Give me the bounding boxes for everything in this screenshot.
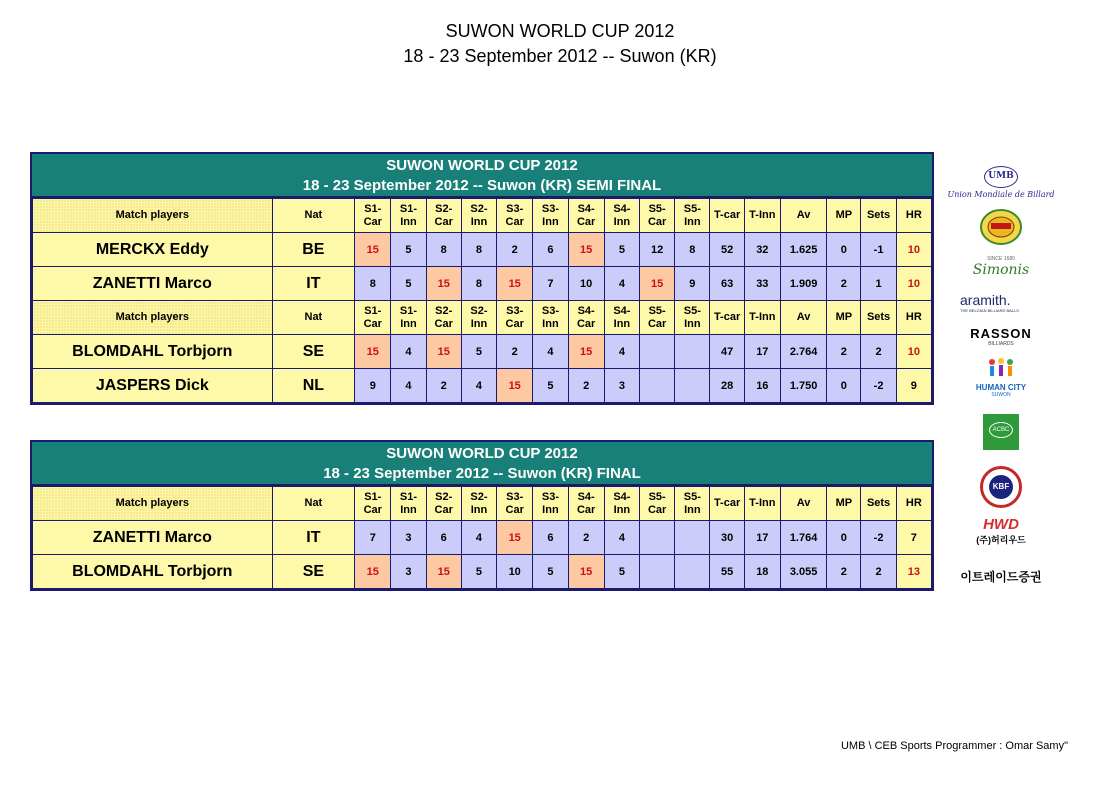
set-score: 4 bbox=[604, 335, 639, 369]
set-score bbox=[640, 521, 675, 555]
column-header: Sets bbox=[861, 487, 896, 521]
player-nat: SE bbox=[272, 555, 355, 589]
set-score: 5 bbox=[604, 233, 639, 267]
umb-logo bbox=[946, 166, 1056, 199]
set-score: 8 bbox=[426, 233, 461, 267]
set-score: 8 bbox=[355, 267, 391, 301]
column-header: T-Inn bbox=[744, 199, 780, 233]
sets-score: -1 bbox=[861, 233, 896, 267]
human-city-logo bbox=[946, 356, 1056, 398]
acbc-emblem bbox=[983, 414, 1019, 450]
set-score: 15 bbox=[355, 233, 391, 267]
column-header: S5- Car bbox=[640, 487, 675, 521]
aramith-text: aramith. bbox=[960, 292, 1011, 308]
column-header: S5- Car bbox=[640, 199, 675, 233]
set-score: 4 bbox=[391, 369, 426, 403]
column-header: Nat bbox=[272, 199, 355, 233]
player-nat: NL bbox=[272, 369, 355, 403]
human-city-icon bbox=[986, 356, 1016, 378]
average: 2.764 bbox=[780, 335, 826, 369]
set-score: 3 bbox=[391, 555, 426, 589]
high-run: 10 bbox=[896, 335, 931, 369]
player-name: JASPERS Dick bbox=[33, 369, 273, 403]
column-header: T-car bbox=[710, 487, 744, 521]
column-header: S5- Inn bbox=[675, 487, 710, 521]
average: 3.055 bbox=[780, 555, 826, 589]
final-table bbox=[32, 486, 932, 589]
header-row bbox=[33, 199, 932, 233]
match-points: 0 bbox=[827, 233, 861, 267]
total-innings: 17 bbox=[744, 335, 780, 369]
set-score: 3 bbox=[604, 369, 639, 403]
total-innings: 18 bbox=[744, 555, 780, 589]
simonis-logo bbox=[946, 256, 1056, 278]
column-header: S2- Inn bbox=[461, 301, 496, 335]
column-header: S1- Car bbox=[355, 301, 391, 335]
column-header: T-Inn bbox=[744, 301, 780, 335]
aramith-logo bbox=[946, 292, 1056, 313]
player-row bbox=[33, 555, 932, 589]
average: 1.764 bbox=[780, 521, 826, 555]
high-run: 7 bbox=[896, 521, 931, 555]
set-score: 6 bbox=[533, 233, 568, 267]
column-header: Match players bbox=[33, 199, 273, 233]
column-header: S4- Inn bbox=[604, 199, 639, 233]
semi-final-title: SUWON WORLD CUP 2012 bbox=[386, 157, 578, 174]
column-header: S5- Inn bbox=[675, 301, 710, 335]
hurwood-mark: HWD bbox=[983, 516, 1019, 533]
set-score: 9 bbox=[355, 369, 391, 403]
set-score: 2 bbox=[497, 233, 533, 267]
page-title: SUWON WORLD CUP 2012 bbox=[445, 21, 675, 41]
column-header: S4- Car bbox=[568, 487, 604, 521]
human-city-text: HUMAN CITY bbox=[975, 383, 1027, 392]
column-header: MP bbox=[827, 199, 861, 233]
set-score: 15 bbox=[568, 335, 604, 369]
set-score bbox=[675, 369, 710, 403]
final-header bbox=[32, 442, 932, 486]
final-block bbox=[30, 440, 934, 591]
set-score bbox=[640, 369, 675, 403]
column-header: S1- Car bbox=[355, 199, 391, 233]
player-nat: BE bbox=[272, 233, 355, 267]
set-score: 8 bbox=[461, 267, 496, 301]
crest-logo bbox=[946, 208, 1056, 251]
column-header: T-car bbox=[710, 199, 744, 233]
column-header: Av bbox=[780, 301, 826, 335]
simonis-text: Simonis bbox=[972, 262, 1030, 278]
player-row bbox=[33, 267, 932, 301]
rasson-text: RASSON bbox=[970, 326, 1032, 341]
column-header: S4- Inn bbox=[604, 487, 639, 521]
column-header: HR bbox=[896, 301, 931, 335]
set-score: 15 bbox=[355, 555, 391, 589]
match-points: 2 bbox=[827, 555, 861, 589]
column-header: S2- Inn bbox=[461, 487, 496, 521]
set-score: 10 bbox=[568, 267, 604, 301]
set-score: 6 bbox=[426, 521, 461, 555]
total-innings: 16 bbox=[744, 369, 780, 403]
sets-score: -2 bbox=[861, 521, 896, 555]
column-header: HR bbox=[896, 487, 931, 521]
column-header: S3- Inn bbox=[533, 301, 568, 335]
sets-score: 1 bbox=[861, 267, 896, 301]
set-score: 5 bbox=[604, 555, 639, 589]
player-name: ZANETTI Marco bbox=[33, 521, 273, 555]
set-score: 15 bbox=[426, 555, 461, 589]
set-score bbox=[640, 555, 675, 589]
human-city-small: SUWON bbox=[991, 392, 1011, 398]
set-score: 2 bbox=[568, 369, 604, 403]
player-row bbox=[33, 369, 932, 403]
column-header: Nat bbox=[272, 301, 355, 335]
sets-score: 2 bbox=[861, 555, 896, 589]
set-score bbox=[675, 555, 710, 589]
player-name: MERCKX Eddy bbox=[33, 233, 273, 267]
column-header: HR bbox=[896, 199, 931, 233]
player-nat: IT bbox=[272, 267, 355, 301]
column-header: S2- Car bbox=[426, 487, 461, 521]
player-name: BLOMDAHL Torbjorn bbox=[33, 335, 273, 369]
set-score: 15 bbox=[426, 267, 461, 301]
header-row bbox=[33, 301, 932, 335]
page-subtitle: 18 - 23 September 2012 -- Suwon (KR) bbox=[403, 46, 717, 66]
match-points: 2 bbox=[827, 267, 861, 301]
column-header: T-Inn bbox=[744, 487, 780, 521]
column-header: S5- Inn bbox=[675, 199, 710, 233]
high-run: 9 bbox=[896, 369, 931, 403]
total-caroms: 52 bbox=[710, 233, 744, 267]
total-innings: 17 bbox=[744, 521, 780, 555]
semi-final-table bbox=[32, 198, 932, 403]
set-score: 4 bbox=[391, 335, 426, 369]
column-header: S4- Inn bbox=[604, 301, 639, 335]
set-score: 4 bbox=[604, 521, 639, 555]
etrade-logo bbox=[946, 568, 1056, 585]
average: 1.909 bbox=[780, 267, 826, 301]
column-header: Nat bbox=[272, 487, 355, 521]
set-score: 15 bbox=[640, 267, 675, 301]
kbf-emblem bbox=[980, 466, 1022, 508]
kbf-logo bbox=[946, 466, 1056, 508]
match-points: 0 bbox=[827, 521, 861, 555]
set-score: 5 bbox=[533, 555, 568, 589]
column-header: Match players bbox=[33, 487, 273, 521]
set-score bbox=[640, 335, 675, 369]
column-header: S1- Inn bbox=[391, 199, 426, 233]
column-header: Sets bbox=[861, 301, 896, 335]
set-score: 5 bbox=[461, 335, 496, 369]
semi-final-block bbox=[30, 152, 934, 405]
simonis-small: SINCE 1680 bbox=[987, 256, 1015, 262]
total-innings: 32 bbox=[744, 233, 780, 267]
column-header: S3- Inn bbox=[533, 487, 568, 521]
column-header: S1- Inn bbox=[391, 301, 426, 335]
set-score: 4 bbox=[604, 267, 639, 301]
player-nat: IT bbox=[272, 521, 355, 555]
set-score: 10 bbox=[497, 555, 533, 589]
final-subtitle: 18 - 23 September 2012 -- Suwon (KR) FINAL bbox=[323, 465, 641, 482]
set-score bbox=[675, 335, 710, 369]
column-header: S2- Inn bbox=[461, 199, 496, 233]
total-caroms: 63 bbox=[710, 267, 744, 301]
total-caroms: 28 bbox=[710, 369, 744, 403]
match-points: 2 bbox=[827, 335, 861, 369]
total-caroms: 47 bbox=[710, 335, 744, 369]
match-points: 0 bbox=[827, 369, 861, 403]
set-score bbox=[675, 521, 710, 555]
aramith-small: THE BELGIAN BILLIARD BALLS bbox=[960, 308, 1019, 313]
hurwood-text: (주)허리우드 bbox=[976, 535, 1026, 545]
set-score: 8 bbox=[461, 233, 496, 267]
player-row bbox=[33, 521, 932, 555]
crest-icon bbox=[979, 208, 1023, 246]
acbc-logo bbox=[946, 414, 1056, 450]
hurwood-logo bbox=[946, 516, 1056, 546]
set-score: 15 bbox=[497, 267, 533, 301]
set-score: 9 bbox=[675, 267, 710, 301]
high-run: 13 bbox=[896, 555, 931, 589]
column-header: S2- Car bbox=[426, 301, 461, 335]
player-name: ZANETTI Marco bbox=[33, 267, 273, 301]
column-header: T-car bbox=[710, 301, 744, 335]
set-score: 5 bbox=[533, 369, 568, 403]
column-header: Match players bbox=[33, 301, 273, 335]
sets-score: -2 bbox=[861, 369, 896, 403]
total-caroms: 55 bbox=[710, 555, 744, 589]
set-score: 12 bbox=[640, 233, 675, 267]
column-header: S3- Inn bbox=[533, 199, 568, 233]
average: 1.625 bbox=[780, 233, 826, 267]
semi-final-subtitle: 18 - 23 September 2012 -- Suwon (KR) SEMI FINAL bbox=[302, 177, 662, 194]
header-row bbox=[33, 487, 932, 521]
set-score: 15 bbox=[568, 233, 604, 267]
column-header: S3- Car bbox=[497, 487, 533, 521]
set-score: 7 bbox=[355, 521, 391, 555]
set-score: 15 bbox=[426, 335, 461, 369]
total-innings: 33 bbox=[744, 267, 780, 301]
set-score: 5 bbox=[391, 267, 426, 301]
umb-text: Union Mondiale de Billard bbox=[947, 190, 1055, 199]
column-header: S1- Car bbox=[355, 487, 391, 521]
set-score: 6 bbox=[533, 521, 568, 555]
column-header: MP bbox=[827, 301, 861, 335]
column-header: S2- Car bbox=[426, 199, 461, 233]
rasson-logo bbox=[946, 326, 1056, 347]
column-header: Av bbox=[780, 487, 826, 521]
set-score: 4 bbox=[533, 335, 568, 369]
column-header: S1- Inn bbox=[391, 487, 426, 521]
set-score: 4 bbox=[461, 521, 496, 555]
semi-final-header bbox=[32, 154, 932, 198]
set-score: 4 bbox=[461, 369, 496, 403]
high-run: 10 bbox=[896, 233, 931, 267]
sets-score: 2 bbox=[861, 335, 896, 369]
acbc-text: ACBC bbox=[989, 422, 1013, 438]
average: 1.750 bbox=[780, 369, 826, 403]
column-header: S4- Car bbox=[568, 301, 604, 335]
set-score: 5 bbox=[461, 555, 496, 589]
high-run: 10 bbox=[896, 267, 931, 301]
set-score: 15 bbox=[497, 521, 533, 555]
column-header: S4- Car bbox=[568, 199, 604, 233]
player-row bbox=[33, 233, 932, 267]
etrade-text: 이트레이드증권 bbox=[960, 570, 1042, 584]
set-score: 8 bbox=[675, 233, 710, 267]
column-header: Sets bbox=[861, 199, 896, 233]
column-header: Av bbox=[780, 199, 826, 233]
set-score: 2 bbox=[426, 369, 461, 403]
player-row bbox=[33, 335, 932, 369]
player-name: BLOMDAHL Torbjorn bbox=[33, 555, 273, 589]
player-nat: SE bbox=[272, 335, 355, 369]
kbf-text: KBF bbox=[989, 475, 1013, 499]
set-score: 3 bbox=[391, 521, 426, 555]
footer-credit: UMB \ CEB Sports Programmer : Omar Samy" bbox=[840, 740, 1068, 752]
column-header: S3- Car bbox=[497, 199, 533, 233]
column-header: MP bbox=[827, 487, 861, 521]
set-score: 2 bbox=[497, 335, 533, 369]
final-title: SUWON WORLD CUP 2012 bbox=[386, 445, 578, 462]
set-score: 2 bbox=[568, 521, 604, 555]
column-header: S3- Car bbox=[497, 301, 533, 335]
set-score: 5 bbox=[391, 233, 426, 267]
set-score: 15 bbox=[355, 335, 391, 369]
total-caroms: 30 bbox=[710, 521, 744, 555]
rasson-small: BILLIARDS bbox=[988, 341, 1014, 347]
column-header: S5- Car bbox=[640, 301, 675, 335]
umb-emblem: UMB bbox=[984, 166, 1018, 188]
set-score: 15 bbox=[568, 555, 604, 589]
set-score: 7 bbox=[533, 267, 568, 301]
set-score: 15 bbox=[497, 369, 533, 403]
